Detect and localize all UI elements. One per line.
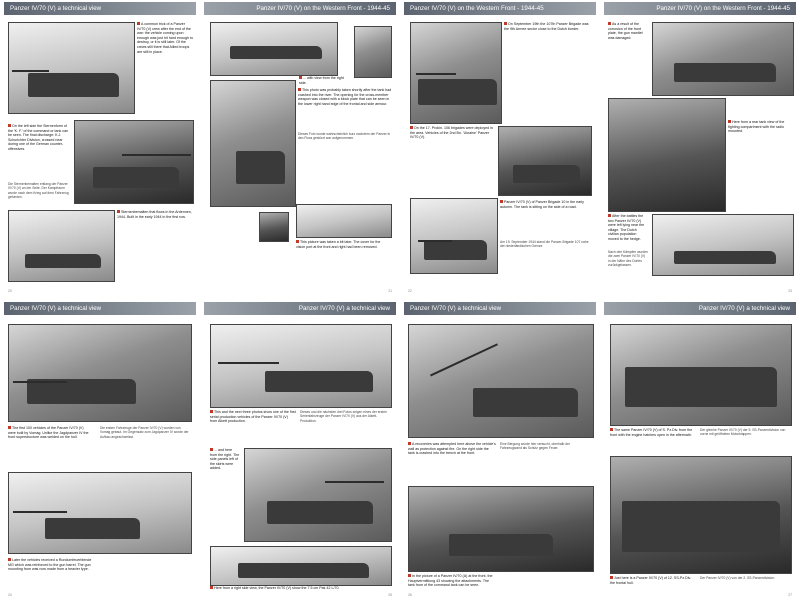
photo-late-vehicle-side <box>8 472 192 554</box>
caption: On the left side the Sternenform of the 'K. F.' of the command or tank can be seen. The final discharge: K.J. Schurichter Division, crossed near during one of the German counter-offensives. <box>8 124 69 151</box>
page-spread-4-right <box>604 302 796 599</box>
body-text: Die Sternenbemalten entlang der Panzer IV/70 (V) an der Seite. Der Kampfraum wurde nach dem Krieg auf dem Fahrzeug gefunden. <box>8 182 69 199</box>
page-header: Panzer IV/70 (V) a technical view <box>4 2 196 15</box>
page-spread-3-left <box>4 302 196 599</box>
caption: Just here is a Panzer IV/70 (V) of 12. SS-Pz.Div. the frontal hull. <box>610 576 692 585</box>
caption: Later the vehicles received a Rundumfeuerblende MG which was reinforced to the gun barrel. The gun mounting from was now made from a heavier type. <box>8 558 92 572</box>
caption: Here from a rear tank view of the fighting compartment with the radio mounted. <box>728 120 785 134</box>
caption: ... and here from the right. The side panels left of the skirts were added. <box>210 448 240 471</box>
caption: On the 17. Prokin. 106 brigades were deployed in the area. Vehicles of the 2nd Bn. 'Ukraine' Panzer IV/70 (V). <box>410 126 493 140</box>
page-header: Panzer IV/70 (V) a technical view <box>204 302 396 315</box>
page-spread-4-left <box>404 302 596 599</box>
photo-tank-column <box>498 126 592 196</box>
photo-panzer-brigade-107 <box>410 22 502 124</box>
page-spread-1-left <box>4 2 196 295</box>
photo-tank-in-river <box>210 22 338 76</box>
body-text: Nach den Kämpfen wurden die zwei Panzer IV/70 (V) in der Nähe des Dorfes zurückgelassen. <box>608 250 648 267</box>
photo-soldiers-with-tank <box>408 486 594 572</box>
caption: After the battles the two Panzer IV/70 (V) were left lying near the village. The Dutch civilian population moved to the hedge. <box>608 214 645 241</box>
caption: The same Panzer IV/70 (V) of S. Pz.Div. from the front with the engine hatches open in the aftermath. <box>610 428 693 437</box>
photo-tank-roadside <box>410 198 498 274</box>
caption: In the picture of a Panzer IV/70 (A) at the front, the Hauptvermittlung 43 showing the attachments. The tank from of the command tank can be seen. <box>408 574 493 588</box>
caption: This picture was taken a bit later. The cover for the vision port at the front and right had been removed. <box>296 240 381 249</box>
photo-tank-side-view <box>74 120 194 204</box>
page-spread-1-right <box>204 2 396 295</box>
body-text: Die ersten Fahrzeuge der Panzer IV/70 (V) wurden von Vomag gebaut. Im Gegensatz zum Jagdpanzer IV wurde der Aufbau angeschweisst. <box>100 426 189 439</box>
photo-vehicle-right-side <box>210 546 392 586</box>
caption: A common trick of a Panzer IV/70 (V) crew after the end of the war: the vehicle coming upon enough was just hit hard enough to destroy, or it is still later. Of the crews still there that Allied troops are still in place. <box>137 22 193 54</box>
caption: Panzer IV/70 (V) of Panzer Brigade 10 in the early autumn. The tank is sitting on the side of a road. <box>500 200 584 209</box>
photo-frontal-hull <box>610 456 792 574</box>
page-header: Panzer IV/70 (V) a technical view <box>4 302 196 315</box>
folio: 26 <box>408 593 412 597</box>
page-header: Panzer IV/70 (V) a technical view <box>604 302 796 315</box>
photo-tank-near-house <box>408 324 594 438</box>
photo-tank-crashed-river <box>210 80 296 207</box>
body-text: Dieses Foto wurde wahrscheinlich kurz nachdem der Panzer in den Fluss gestürzt war aufgenommen. <box>298 132 391 141</box>
photo-tank-hatch-detail <box>259 212 289 242</box>
folio: 25 <box>388 593 392 597</box>
folio: 23 <box>788 289 792 293</box>
folio: 24 <box>8 593 12 597</box>
photo-alkett-vehicle-front <box>210 324 392 408</box>
caption: ... with view from the right side. <box>299 76 344 84</box>
page-header: Panzer IV/70 (V) on the Western Front - 1944-45 <box>204 2 396 15</box>
caption: The first 100 vehicles of the Panzer IV/70 (V) were built by Vomag. Unlike the Jagdpanzer IV the front superstructure was welded on the hull. <box>8 426 89 440</box>
caption: As a result of the corrosion of the front plate, the gun mantlet was damaged. <box>608 22 643 40</box>
photo-engine-hatches-open <box>610 324 792 426</box>
caption: This photo was probably taken shortly after the tank had crashed into the river. The opening for the cross-member weapon was closed with a block plate that can be seen in the lower right hand edge of the frontal and side armour. <box>298 88 392 106</box>
caption: Sternenbemalten that flows in the Ardennen, 1944. Built in the early 1944 in the first row. <box>117 210 192 219</box>
photo-vomag-vehicle-side <box>8 324 192 422</box>
folio: 22 <box>408 289 412 293</box>
caption: Here from a right side view, the Panzer IV/70 (V) show the 7.5 cm Pak 42 L/70. <box>210 586 390 596</box>
body-text: Der gleiche Panzer IV/70 (V) der 9. SS-Panzerdivision von vorne mit geöffneten Motorklappen. <box>700 428 786 437</box>
caption: A recoveries was attempted here above the vehicle's wall as protection against fire. On the right side the tank is crashed into the trench at the front. <box>408 442 496 456</box>
photo-vehicle-right-front <box>244 448 392 542</box>
photo-abandoned-tank-civilians <box>8 22 135 114</box>
folio: 20 <box>8 289 12 293</box>
caption: On September 19th the 107th Panzer Brigade was the 9th Armee sector close to the Dutch border. <box>504 22 589 31</box>
body-text: Dieses und die nächsten drei Fotos zeigen eines der ersten Serienfahrzeuge der Panzer IV/70 (V) aus der Alkett-Produktion. <box>300 410 387 423</box>
photo-abandoned-near-village <box>652 214 794 276</box>
page-spread-3-right <box>204 302 396 599</box>
page-spread-2-left <box>404 2 596 295</box>
body-text: Der Panzer IV/70 (V) von der 2. SS-Panzerdivision. <box>700 576 775 580</box>
caption: This and the next three photos show one of the first serial production vehicles of the Panzer IV/70 (V) from Alkett production. <box>210 410 296 424</box>
body-text: Am 19. September 1944 stand die Panzer-Brigade 107 nahe der niederländischen Grenze. <box>500 240 589 249</box>
page-header: Panzer IV/70 (V) on the Western Front - 1944-45 <box>604 2 796 15</box>
photo-tank-wreck-later <box>296 204 392 238</box>
photo-gun-mantlet <box>652 22 794 96</box>
page-header: Panzer IV/70 (V) a technical view <box>404 302 596 315</box>
photo-wrecked-tank <box>8 210 115 282</box>
page-spread-2-right <box>604 2 796 295</box>
photo-fighting-compartment <box>608 98 726 212</box>
folio: 27 <box>788 593 792 597</box>
page-header: Panzer IV/70 (V) on the Western Front - 1944-45 <box>404 2 596 15</box>
photo-detail-inset <box>354 26 392 78</box>
folio: 21 <box>388 289 392 293</box>
body-text: Eine Bergung wurde hier versucht, oberhalb der Fahrzeugwand als Schutz gegen Feuer. <box>500 442 571 451</box>
